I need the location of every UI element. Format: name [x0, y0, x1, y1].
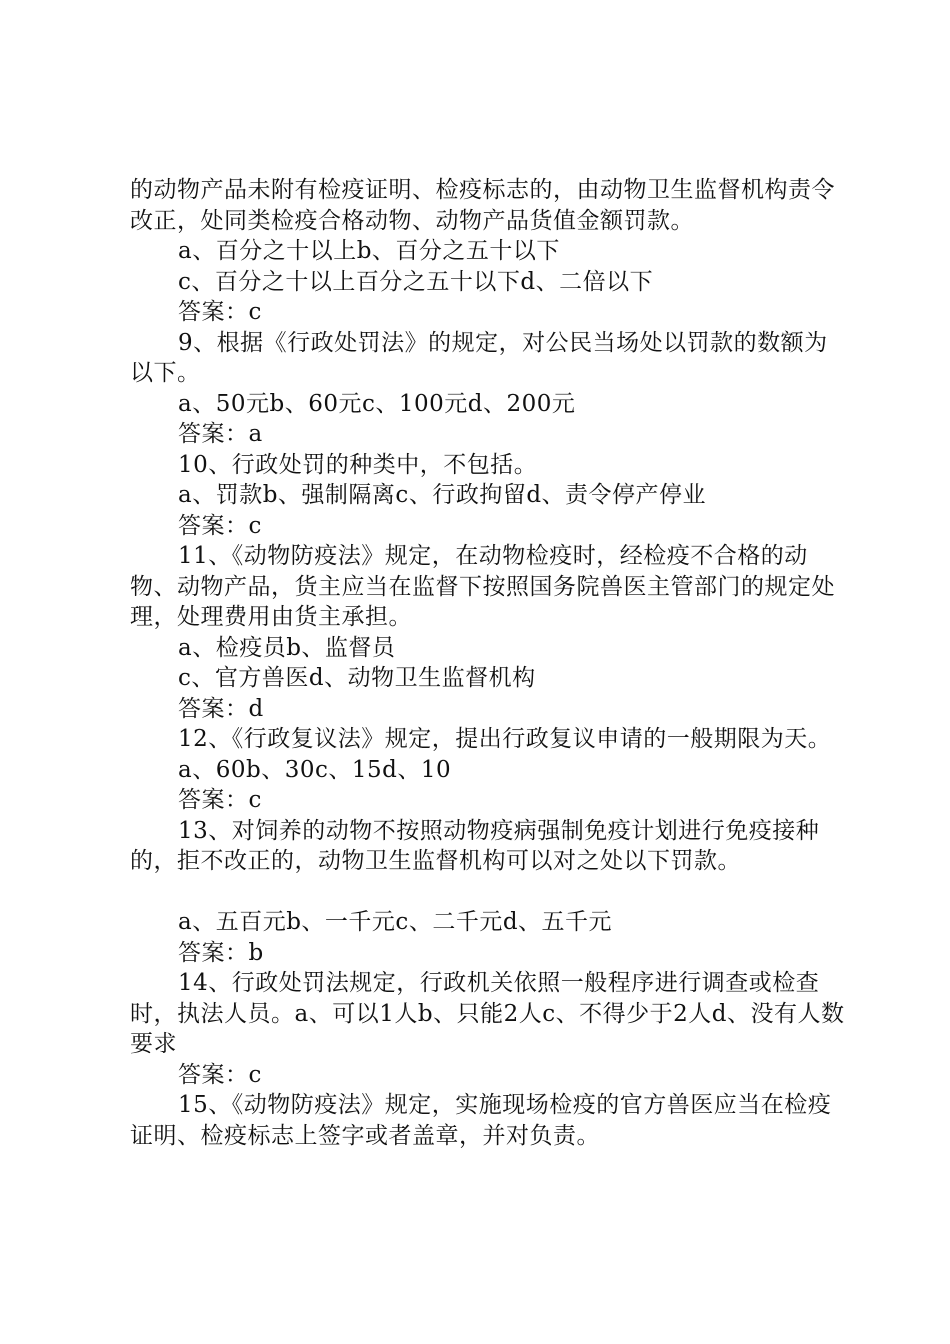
question-15: 15、《动物防疫法》规定，实施现场检疫的官方兽医应当在检疫证明、检疫标志上签字或者盖章，并对负责。	[130, 1092, 832, 1149]
option-line: a、检疫员b、监督员	[178, 634, 396, 661]
question-14: 14、行政处罚法规定，行政机关依照一般程序进行调查或检查时，执法人员。a、可以1人b、只能2人c、不得少于2人d、没有人数要求	[130, 970, 845, 1057]
option-line: c、官方兽医d、动物卫生监督机构	[178, 665, 536, 691]
option-line: a、60b、30c、15d、10	[178, 756, 452, 783]
document-body	[130, 175, 850, 1151]
question-11: 11、《动物防疫法》规定，在动物检疫时，经检疫不合格的动物、动物产品，货主应当在监督下按照国务院兽医主管部门的规定处理，处理费用由货主承担。	[130, 543, 835, 630]
option-line: c、百分之十以上百分之五十以下d、二倍以下	[178, 268, 654, 295]
answer-line: 答案：c	[178, 787, 262, 813]
question-10: 10、行政处罚的种类中，不包括。	[178, 451, 538, 478]
answer-line: 答案：c	[178, 299, 262, 325]
answer-line: 答案：d	[178, 695, 264, 722]
answer-line: 答案：c	[178, 1061, 262, 1088]
paragraph-continuation: 的动物产品未附有检疫证明、检疫标志的，由动物卫生监督机构责令改正，处同类检疫合格动物、动物产品货值金额罚款。	[130, 177, 835, 234]
answer-line: 答案：a	[178, 421, 263, 447]
option-line: a、百分之十以上b、百分之五十以下	[178, 238, 560, 264]
answer-line: 答案：c	[178, 512, 262, 539]
option-line: a、罚款b、强制隔离c、行政拘留d、责令停产停业	[178, 482, 707, 508]
answer-line: 答案：b	[178, 939, 264, 966]
option-line: a、50元b、60元c、100元d、200元	[178, 390, 576, 417]
question-9: 9、根据《行政处罚法》的规定，对公民当场处以罚款的数额为以下。	[130, 329, 828, 386]
blank-line	[130, 877, 850, 908]
question-13: 13、对饲养的动物不按照动物疫病强制免疫计划进行免疫接种的，拒不改正的，动物卫生监督机构可以对之处以下罚款。	[130, 817, 820, 874]
option-line: a、五百元b、一千元c、二千元d、五千元	[178, 909, 613, 935]
question-12: 12、《行政复议法》规定，提出行政复议申请的一般期限为天。	[178, 726, 832, 752]
